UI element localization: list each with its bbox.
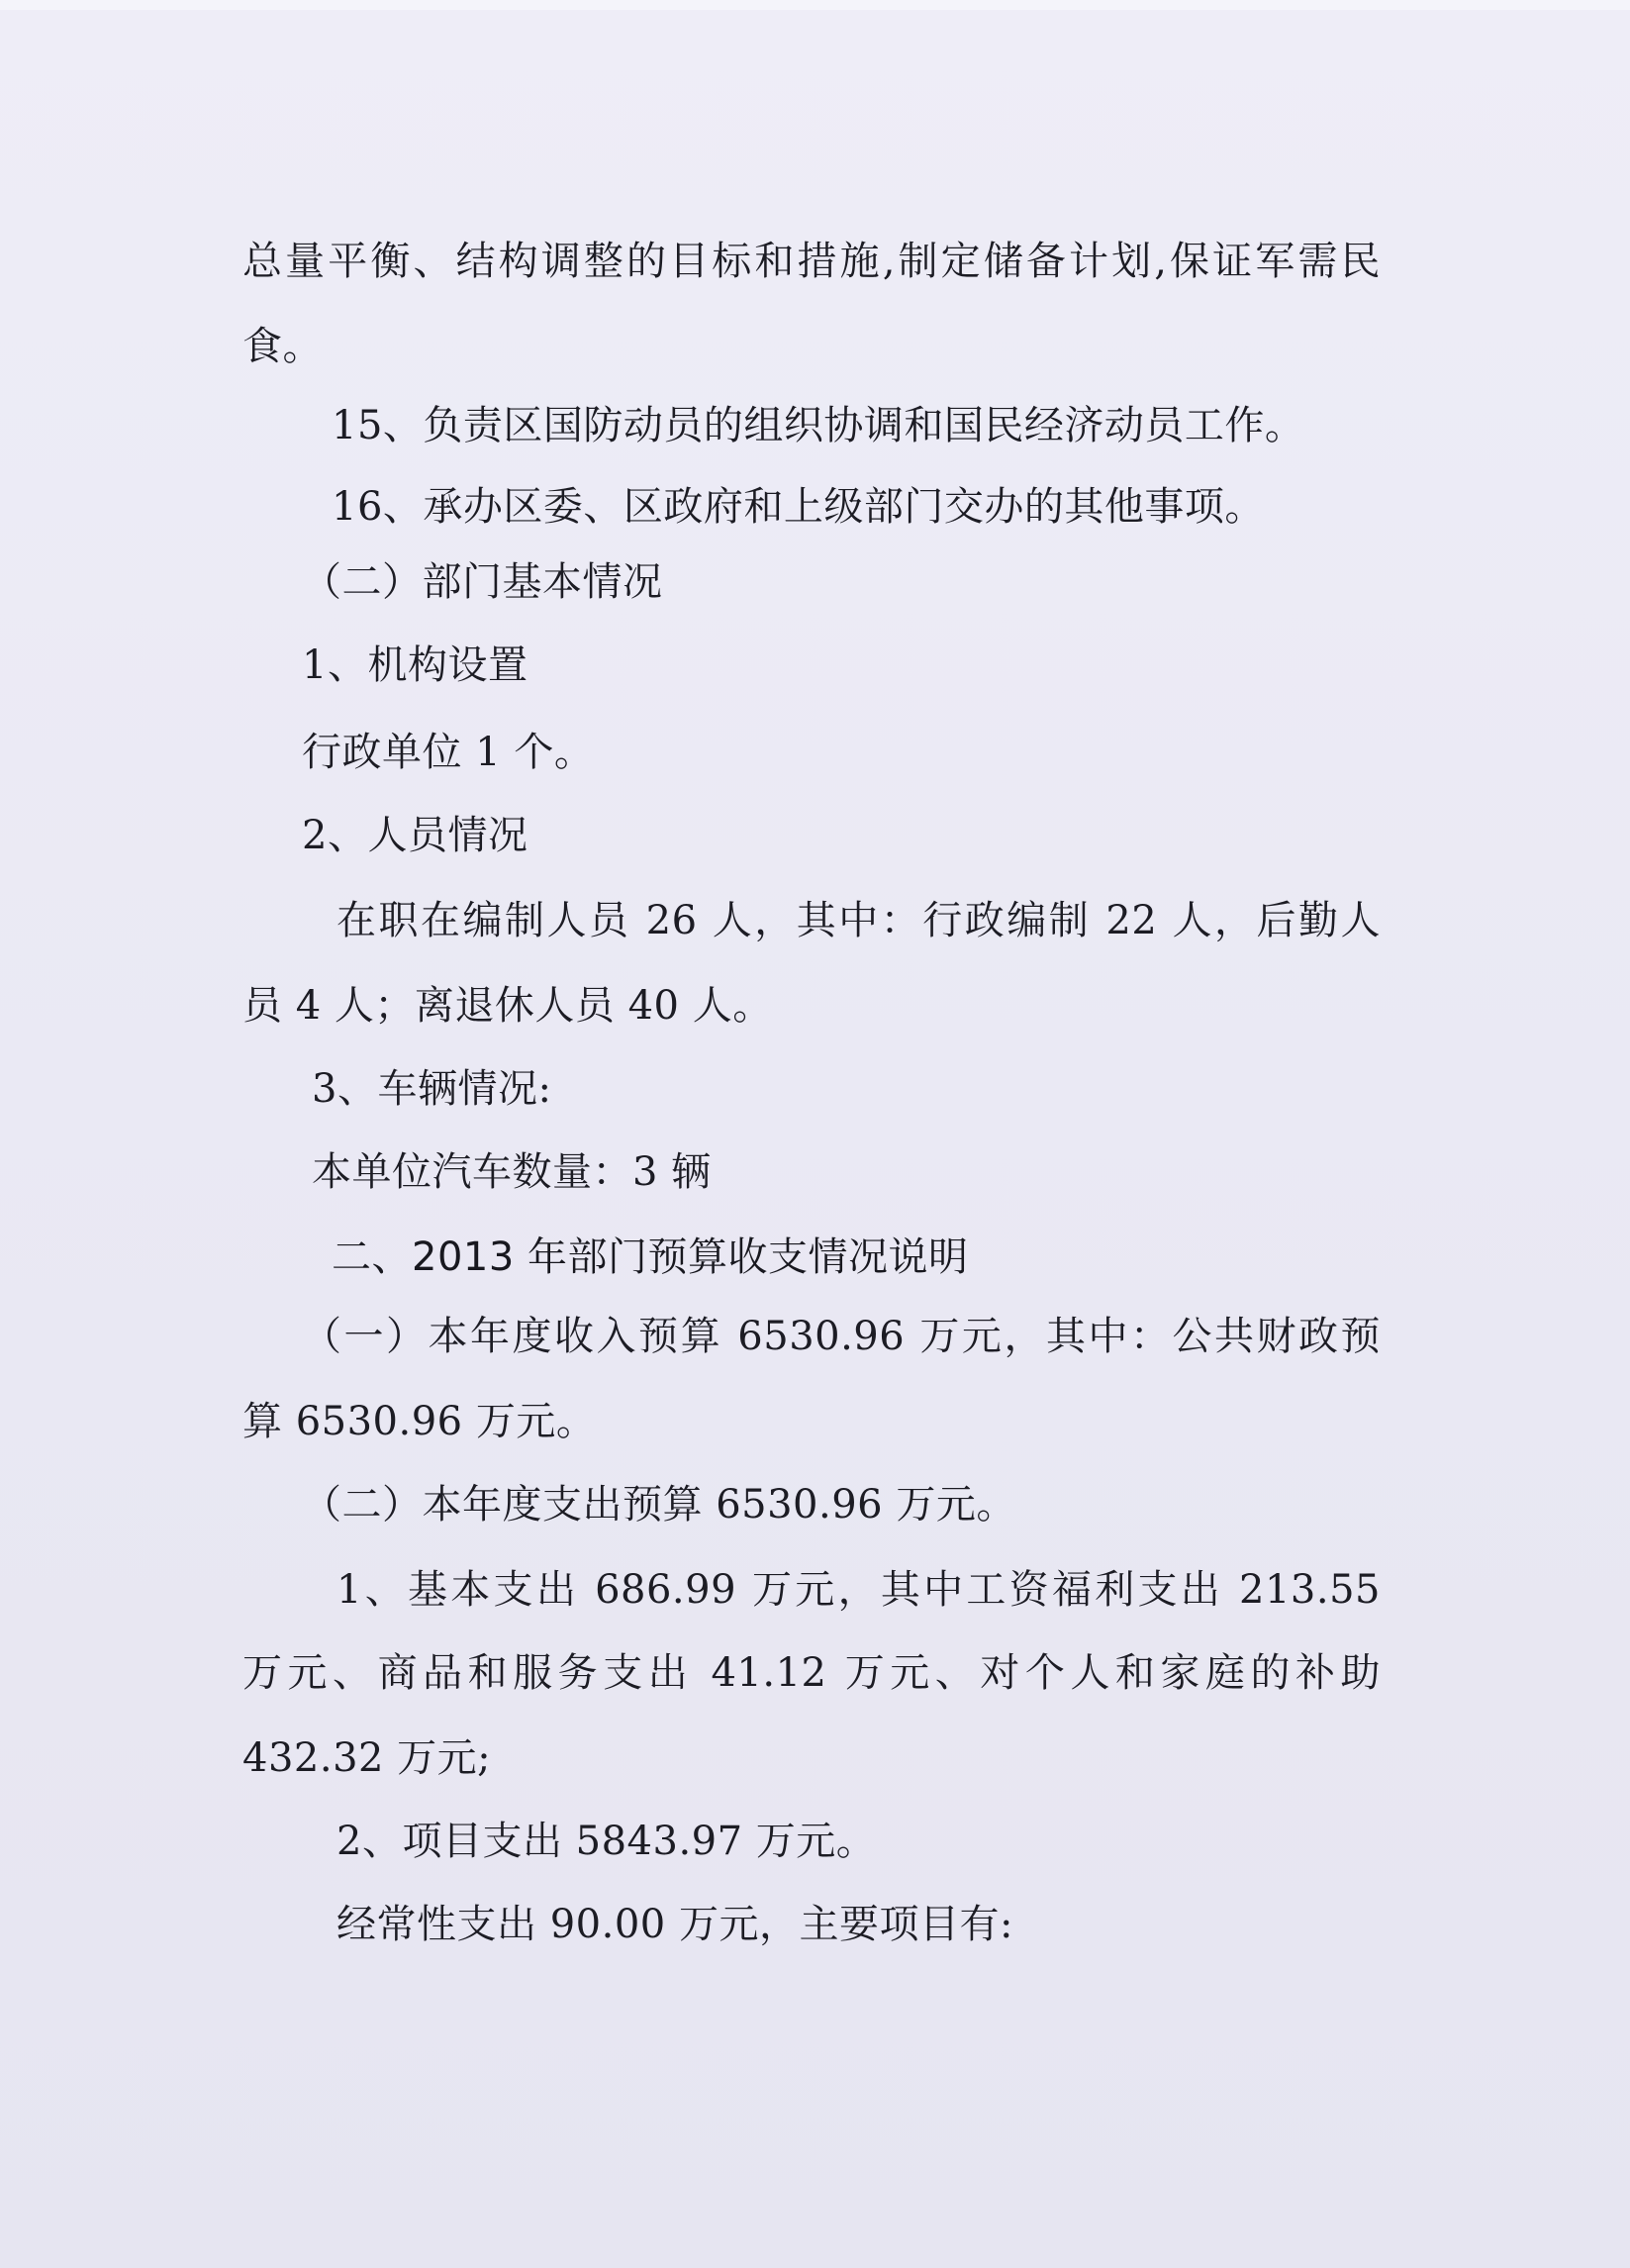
basic-expenditure-text-3: 432.32 万元;: [242, 1735, 492, 1781]
subheading-vehicles: 3、车辆情况:: [312, 1066, 552, 1112]
income-text-2: 算 6530.96 万元。: [242, 1399, 597, 1444]
list-item-16: 16、承办区委、区政府和上级部门交办的其他事项。: [332, 484, 1265, 530]
expenditure-text: （二）本年度支出预算 6530.96 万元。: [302, 1482, 1016, 1528]
section-heading-basic-info: （二）部门基本情况: [302, 559, 663, 605]
list-item-15: 15、负责区国防动员的组织协调和国民经济动员工作。: [332, 403, 1305, 448]
paragraph-line-1: 总量平衡、结构调整的目标和措施,制定储备计划,保证军需民: [242, 239, 1381, 284]
income-text-1: （一）本年度收入预算 6530.96 万元，其中：公共财政预: [302, 1314, 1381, 1359]
project-expenditure-text: 2、项目支出 5843.97 万元。: [336, 1819, 877, 1864]
vehicles-text: 本单位汽车数量：3 辆: [312, 1149, 712, 1195]
basic-expenditure-text-1: 1、基本支出 686.99 万元，其中工资福利支出 213.55: [336, 1567, 1381, 1613]
paragraph-line-2: 食。: [242, 324, 323, 369]
scan-edge: [0, 0, 1630, 10]
recurring-expenditure-text: 经常性支出 90.00 万元，主要项目有:: [336, 1902, 1013, 1947]
personnel-text-1: 在职在编制人员 26 人，其中：行政编制 22 人，后勤人: [336, 898, 1381, 943]
organization-text: 行政单位 1 个。: [302, 730, 595, 775]
subheading-personnel: 2、人员情况: [302, 813, 528, 858]
personnel-text-2: 员 4 人；离退休人员 40 人。: [242, 983, 773, 1029]
subheading-organization: 1、机构设置: [302, 642, 528, 688]
section-heading-budget: 二、2013 年部门预算收支情况说明: [332, 1234, 969, 1280]
basic-expenditure-text-2: 万元、商品和服务支出 41.12 万元、对个人和家庭的补助: [242, 1650, 1381, 1696]
